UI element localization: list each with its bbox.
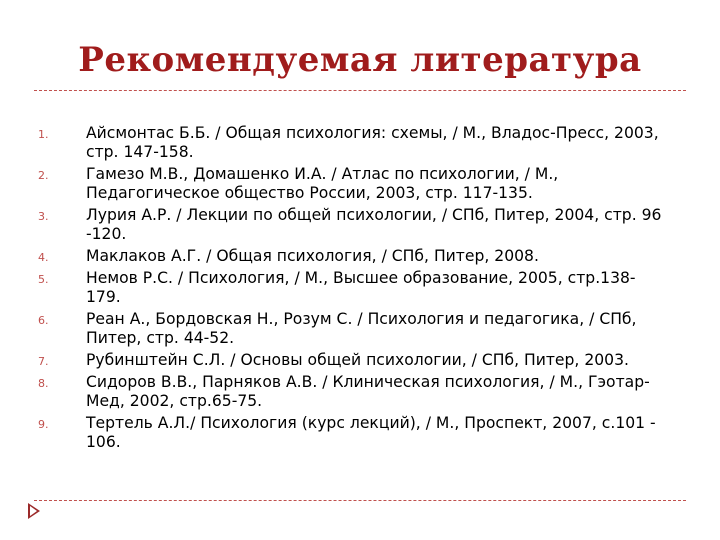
play-triangle-icon — [28, 503, 40, 519]
reference-list — [38, 124, 678, 455]
reference-text — [86, 124, 678, 162]
reference-line: Немов Р.С. / Психология, / М., Высшее образование, 2005, стр.138- — [86, 269, 636, 287]
reference-line: Тертель А.Л./ Психология (курс лекций), / М., Проспект, 2007, с.101 - — [86, 414, 656, 432]
reference-item-9 — [38, 414, 678, 452]
reference-number: 1. — [38, 128, 49, 141]
reference-line: стр. 147-158. — [86, 143, 194, 161]
reference-line: Гамезо М.В., Домашенко И.А. / Атлас по психологии, / М., — [86, 165, 559, 183]
reference-line: Педагогическое общество России, 2003, стр. 117-135. — [86, 184, 533, 202]
reference-text — [86, 373, 678, 411]
reference-item-8 — [38, 373, 678, 411]
reference-number: 9. — [38, 418, 49, 431]
reference-number: 6. — [38, 314, 49, 327]
reference-number: 2. — [38, 169, 49, 182]
reference-text — [86, 414, 678, 452]
reference-item-3 — [38, 206, 678, 244]
reference-line: Айсмонтас Б.Б. / Общая психология: схемы, / М., Владос-Пресс, 2003, — [86, 124, 659, 142]
reference-number: 8. — [38, 377, 49, 390]
reference-text — [86, 247, 678, 266]
reference-item-6 — [38, 310, 678, 348]
reference-number: 7. — [38, 355, 49, 368]
reference-line: Маклаков А.Г. / Общая психология, / СПб, Питер, 2008. — [86, 247, 539, 265]
reference-text — [86, 206, 678, 244]
slide-title: Рекомендуемая литература — [78, 40, 642, 80]
reference-text — [86, 269, 678, 307]
reference-number: 3. — [38, 210, 49, 223]
reference-line: Рубинштейн С.Л. / Основы общей психологии, / СПб, Питер, 2003. — [86, 351, 629, 369]
reference-item-7 — [38, 351, 678, 370]
reference-item-1 — [38, 124, 678, 162]
reference-item-4 — [38, 247, 678, 266]
reference-line: Сидоров В.В., Парняков А.В. / Клиническая психология, / М., Гэотар- — [86, 373, 650, 391]
reference-line: Реан А., Бордовская Н., Розум С. / Психология и педагогика, / СПб, — [86, 310, 637, 328]
reference-line: Лурия А.Р. / Лекции по общей психологии, / СПб, Питер, 2004, стр. 96 — [86, 206, 662, 224]
reference-item-5 — [38, 269, 678, 307]
reference-number: 5. — [38, 273, 49, 286]
reference-line: -120. — [86, 225, 127, 243]
reference-line: 106. — [86, 433, 121, 451]
reference-number: 4. — [38, 251, 49, 264]
reference-text — [86, 351, 678, 370]
reference-line: 179. — [86, 288, 121, 306]
reference-line: Мед, 2002, стр.65-75. — [86, 392, 263, 410]
reference-text — [86, 310, 678, 348]
bottom-divider — [34, 500, 686, 501]
reference-line: Питер, стр. 44-52. — [86, 329, 235, 347]
reference-item-2 — [38, 165, 678, 203]
reference-text — [86, 165, 678, 203]
top-divider — [34, 90, 686, 91]
